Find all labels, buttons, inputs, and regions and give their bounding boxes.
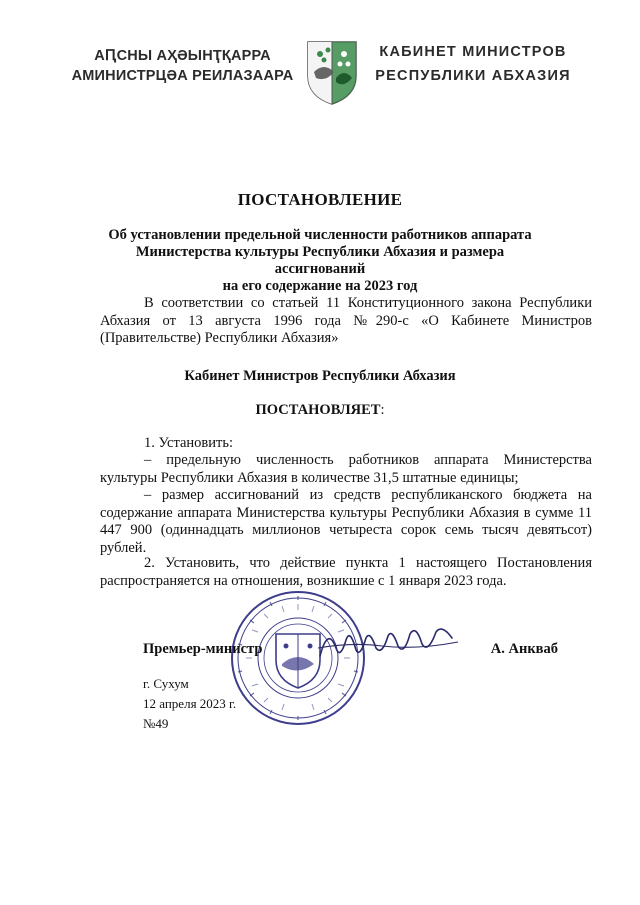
basis-paragraph: В соответствии со статьей 11 Конституционного закона Республики Абхазия от 13 августа 1996 года №290-с «О Кабинете Министров (Правительстве) Республики Абхазия» [100, 295, 592, 346]
document-title [100, 227, 540, 295]
abkhazia-coat-of-arms-icon [304, 38, 360, 106]
title-line-1: Об установлении предельной численности работников аппарата [108, 227, 532, 243]
item-1b: – размер ассигнований из средств республиканского бюджета на содержание аппарата Министерства культуры Республики Абхазия в сумме 11 447 900 (одиннадцать миллионов четыреста сорок семь тысяч девятьсот) рублей. [100, 487, 592, 556]
item-1a: – предельную численность работников аппарата Министерства культуры Республики Абхазия в количестве 31,5 штатные единицы; [100, 452, 592, 486]
issue-city: г. Сухум [143, 676, 189, 691]
issue-date: 12 апреля 2023 г. [143, 696, 237, 711]
handwritten-signature-icon [312, 618, 462, 668]
decree-colon: : [380, 402, 385, 418]
issuer-line: Кабинет Министров Республики Абхазия [184, 368, 456, 384]
title-line-3: на его содержание на 2023 год [222, 278, 418, 294]
signer-name: А. Анкваб [490, 641, 558, 657]
item-2: 2. Установить, что действие пункта 1 настоящего Постановления распространяется на отношения, возникшие с 1 января 2023 года. [100, 555, 592, 589]
decree-line [0, 402, 640, 419]
decree-word: ПОСТАНОВЛЯЕТ [255, 402, 381, 418]
header-russian [368, 40, 578, 88]
header-abkhaz [70, 46, 295, 86]
title-line-2: Министерства культуры Республики Абхазия и размера ассигнований [135, 244, 505, 277]
item-1: 1. Установить: [144, 435, 234, 451]
header-russian-line2: РЕСПУБЛИКИ АБХАЗИЯ [375, 68, 571, 84]
header-abkhaz-line2: АМИНИСТРЦӘА РЕИЛАЗААРА [71, 68, 294, 84]
document-type: ПОСТАНОВЛЕНИЕ [237, 190, 403, 209]
document-number: №49 [143, 716, 169, 731]
header-russian-line1: КАБИНЕТ МИНИСТРОВ [379, 44, 567, 60]
header-abkhaz-line1: АԤСНЫ АҲӘЫНҬҚАРРА [94, 48, 271, 64]
signer-position: Премьер-министр [143, 641, 263, 657]
